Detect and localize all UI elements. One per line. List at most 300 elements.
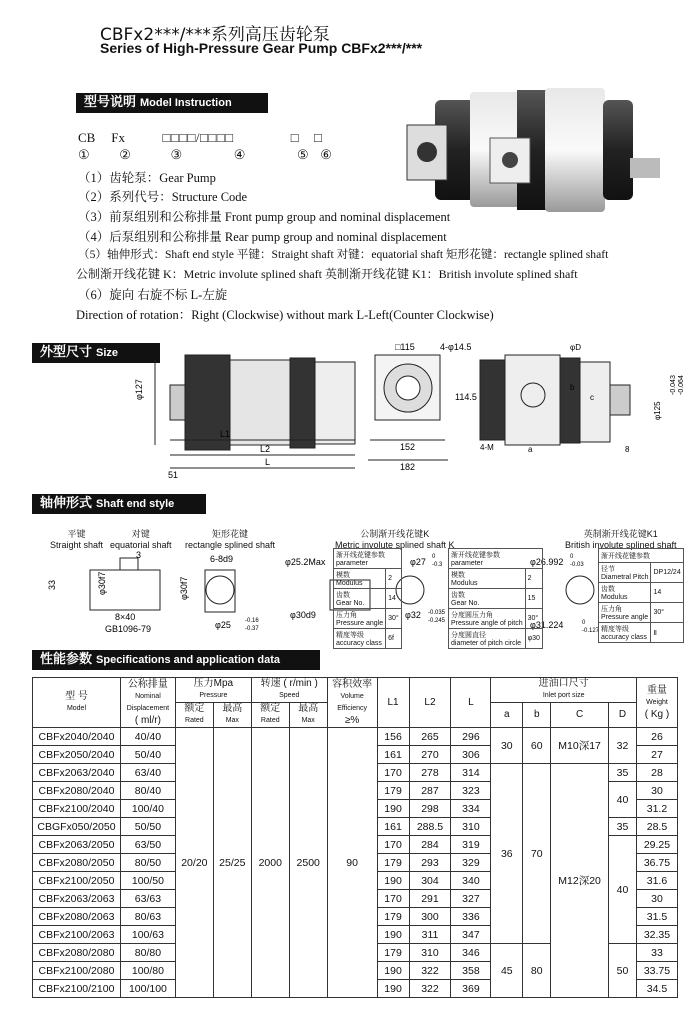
dim-sq115: □115 [395,342,415,352]
cell-b: 80 [523,944,551,998]
section-label-en: Size [96,347,119,359]
table-row [599,583,684,603]
cell-c: M12深20 [551,764,609,998]
model-code-line [78,130,322,146]
num-1: ① [78,147,90,162]
mt1-r1-en: Gear No. [336,600,365,607]
mt2-r2-en: Pressure angle of pitch [451,620,523,627]
cell-d: 40 [609,782,637,818]
mt2-r0-cn: 模数 [451,572,465,579]
cell-model: CBFx2080/2040 [33,782,121,800]
th-rated-cn-2: 额定 [260,703,281,714]
size-drawings [130,340,690,480]
th-vol-cn: 容积效率 [332,678,373,690]
cell-l1: 179 [377,782,409,800]
num-6: ⑥ [320,147,332,162]
num-3: ③ [170,147,183,162]
cell-l1: 179 [377,944,409,962]
th-l: L [451,678,491,728]
num-4: ④ [233,147,246,162]
dim-phid: φD [570,343,581,352]
cell-model: CBFx2080/2063 [33,908,121,926]
cell-l2: 304 [409,872,451,890]
cell-l1: 179 [377,854,409,872]
bt-r0-cn: 径节 [601,566,615,573]
cell-model: CBFx2040/2040 [33,728,121,746]
cell-l: 347 [451,926,491,944]
cell-disp: 40/40 [120,728,175,746]
section-shaft [32,494,206,514]
mt1-r0-en: Modulus [336,580,363,587]
cell-l: 329 [451,854,491,872]
dim-c: c [590,393,594,402]
cell-l2: 265 [409,728,451,746]
cell-disp: 80/80 [120,944,175,962]
th-inlet [491,678,637,703]
metric-dim-phi32: φ32 [405,610,421,620]
bt-r2-cn: 压力角 [601,606,622,613]
dim-4m: 4-M [480,443,494,452]
bt-r1-v: 14 [651,583,683,603]
cell-model: CBFx2100/2040 [33,800,121,818]
th-a: a [491,703,523,728]
cell-model: CBFx2063/2063 [33,890,121,908]
mt1-r0-v: 2 [386,569,402,589]
metric-dim-max: φ25.2Max [285,557,326,567]
mt2-r3-en: diameter of pitch circle [451,640,522,647]
cell-model: CBFx2063/2040 [33,764,121,782]
cell-disp: 63/50 [120,836,175,854]
cell-model: CBFx2080/2080 [33,944,121,962]
th-rated-press [175,703,213,728]
dim-d125: φ125 [653,401,662,420]
bt-title: 渐开线花键参数 [599,549,684,563]
cell-l1: 161 [377,818,409,836]
mt1-r1-v: 14 [386,589,402,609]
th-speed-en: Speed [279,692,300,699]
cell-d: 35 [609,764,637,782]
cell-l: 314 [451,764,491,782]
cell-max-speed: 2500 [289,728,327,998]
british-dim-phi31-upper: 0 [582,620,586,626]
cell-model: CBFx2100/2080 [33,962,121,980]
cell-disp: 100/80 [120,962,175,980]
cell-l1: 170 [377,836,409,854]
cell-a: 36 [491,764,523,944]
cell-weight: 30 [636,890,677,908]
cell-l: 334 [451,800,491,818]
th-disp-unit: ( ml/r) [134,714,161,726]
table-row [599,563,684,583]
cell-disp: 63/40 [120,764,175,782]
cell-d: 50 [609,944,637,998]
mt1-r3-v: 6f [386,629,402,649]
section-label-cn: 外型尺寸 [40,345,93,360]
code-cb: CB [78,130,96,145]
shaft-rect-caption [185,527,275,550]
metric-dim-phi27-upper: 0 [432,554,436,560]
dim-d125-tol: -0.043 [670,375,677,395]
mt1-title-en: parameter [336,560,368,567]
rect-cn: 矩形花键 [212,529,249,539]
section-model-instruction [76,93,268,113]
table-row [449,589,543,609]
dim-152: 152 [400,442,416,452]
bt-r0-v: DP12/24 [651,563,683,583]
cell-l: 336 [451,908,491,926]
rect-dim-phi30: φ30f7 [179,576,189,600]
num-2: ② [119,147,131,162]
cell-l: 327 [451,890,491,908]
table-row [33,728,678,746]
desc-line-1: （1）齿轮泵：Gear Pump [78,171,216,185]
cell-disp: 100/100 [120,980,175,998]
desc-line-3: （3）前泵组别和公称排量 Front pump group and nominal displacement [78,210,451,224]
cell-disp: 100/63 [120,926,175,944]
table-row [599,623,684,643]
cell-l2: 291 [409,890,451,908]
cell-weight: 26 [636,728,677,746]
table-row [334,609,402,629]
mt2-title-cn: 渐开线花键参数 [451,552,500,559]
cell-l1: 170 [377,764,409,782]
model-numbers [78,147,332,163]
th-max-en: Max [225,717,239,724]
cell-l: 340 [451,872,491,890]
th-rated-cn: 额定 [184,703,205,714]
british-dim-phi31: φ31.224 [530,620,564,630]
cell-model: CBFx2063/2050 [33,836,121,854]
british-dim-tol-b: -0.127 [582,628,600,634]
pump-photo [405,70,675,240]
code-fx: Fx [111,130,125,145]
th-model [33,678,121,728]
equatorial-cn: 对键 [131,529,150,539]
th-d: D [609,703,637,728]
cell-model: CBFx2100/2063 [33,926,121,944]
desc-line-8: Direction of rotation：Right (Clockwise) without mark L-Left(Counter Clockwise) [76,308,494,322]
side-view [155,355,355,468]
cell-rated-pressure: 20/20 [175,728,213,998]
mt2-r2-v: 30° [525,609,542,629]
cell-l1: 156 [377,728,409,746]
cell-l: 310 [451,818,491,836]
table-row [334,589,402,609]
cell-b: 70 [523,764,551,944]
cell-disp: 100/40 [120,800,175,818]
cell-disp: 100/50 [120,872,175,890]
cell-weight: 28.5 [636,818,677,836]
cell-l2: 288.5 [409,818,451,836]
cell-disp: 50/50 [120,818,175,836]
desc-line-2: （2）系列代号：Structure Code [78,190,248,204]
dim-b: b [570,383,575,392]
th-rated-speed [251,703,289,728]
desc-line-6: 公制渐开线花键 K：Metric involute splined shaft 英制渐开线花键 K1：British involute splined shaft [76,267,578,281]
dim-182: 182 [400,462,416,472]
th-vol-en: Volume Efficiency [337,692,368,712]
cell-l: 319 [451,836,491,854]
straight-cn: 平键 [67,529,86,539]
page-title-cn: CBFx2***/***系列高压齿轮泵 [100,25,330,45]
dim-d127: φ127 [134,379,144,400]
dim-a: a [528,445,533,454]
th-speed-cn: 转速 ( r/min ) [260,678,318,689]
cell-weight: 31.2 [636,800,677,818]
th-disp-cn: 公称排量 [127,678,168,690]
desc-line-5: （5）轴伸形式：Shaft end style 平键：Straight shaft 对键：equatorial shaft 矩形花键：rectangle splined shaft [78,248,609,261]
cell-model: CBGFx050/2050 [33,818,121,836]
cell-weight: 28 [636,764,677,782]
metric-dim-phi27-tol: -0.3 [432,562,443,568]
th-model-cn: 型 号 [65,690,88,702]
metric-dim-tol-a: -0.035 [428,610,446,616]
cell-l1: 190 [377,872,409,890]
mt1-r1-cn: 齿数 [336,592,350,599]
straight-dim-33: 33 [47,579,57,590]
cell-model: CBFx2050/2040 [33,746,121,764]
cell-disp: 50/40 [120,746,175,764]
th-max-en-2: Max [301,717,315,724]
cell-l: 296 [451,728,491,746]
cell-weight: 30 [636,782,677,800]
metric-dim-phi27: φ27 [410,557,426,567]
cell-l: 306 [451,746,491,764]
page-title-en: Series of High-Pressure Gear Pump CBFx2***/*** [100,40,423,56]
cell-weight: 34.5 [636,980,677,998]
cell-l2: 322 [409,980,451,998]
th-max-speed [289,703,327,728]
cell-weight: 31.6 [636,872,677,890]
metric-param-table-2 [448,548,543,649]
mt1-r0-cn: 模数 [336,572,350,579]
th-volume [327,678,377,728]
cell-rated-speed: 2000 [251,728,289,998]
th-b: b [523,703,551,728]
cell-disp: 80/63 [120,908,175,926]
bt-r3-cn: 精度等级 [601,626,629,633]
top-view [480,355,630,445]
th-disp-en: Nominal Displacement [126,692,170,712]
cell-d: 40 [609,836,637,944]
code-rotation: □ [314,130,322,145]
cell-efficiency: 90 [327,728,377,998]
equatorial-en: equatorial shaft [110,540,172,550]
mt2-r3-v: φ30 [525,629,542,649]
th-displacement [120,678,175,728]
mt2-r1-cn: 齿数 [451,592,465,599]
section-label-en: Shaft end style [96,498,175,510]
mt1-r3-cn: 精度等级 [336,632,364,639]
bt-r0-en: Diametral Pitch [601,574,649,581]
th-max-press [213,703,251,728]
cell-disp: 63/63 [120,890,175,908]
cell-l: 369 [451,980,491,998]
cell-a: 30 [491,728,523,764]
section-label-cn: 性能参数 [40,652,93,667]
cell-weight: 32.35 [636,926,677,944]
table-row [449,569,543,589]
code-shaft: □ [290,130,299,145]
shaft-equatorial-caption [110,527,172,550]
bt-r2-v: 30° [651,603,683,623]
th-max-cn-2: 最高 [298,703,319,714]
cell-l1: 161 [377,746,409,764]
cell-l2: 311 [409,926,451,944]
cell-disp: 80/40 [120,782,175,800]
dim-l: L [265,457,271,467]
mt2-r1-en: Gear No. [451,600,480,607]
mt2-r3-cn: 分度圆直径 [451,632,486,639]
cell-l: 346 [451,944,491,962]
th-inlet-en: Inlet port size [542,692,585,699]
code-displacement: □□□□/□□□□ [162,130,234,145]
th-vol-unit: ≥% [344,714,360,726]
british-param-table [598,548,684,643]
bt-r2-en: Pressure angle [601,614,649,621]
cell-l2: 287 [409,782,451,800]
cell-weight: 29.25 [636,836,677,854]
table-row [449,609,543,629]
rect-dim-tol-a: -0.16 [245,618,259,624]
shaft-british-caption [565,527,677,550]
mt1-r2-en: Pressure angle [336,620,384,627]
shaft-metric-caption [335,527,455,550]
th-weight [636,678,677,728]
th-speed [251,678,327,703]
dim-d125-tol2: -0.064 [678,375,685,395]
th-rated-en: Rated [185,717,204,724]
british-en: British involute splined shaft [565,540,677,550]
cell-l: 358 [451,962,491,980]
num-5: ⑤ [297,147,309,162]
straight-dim-gb: GB1096-79 [105,624,152,634]
cell-l2: 322 [409,962,451,980]
cell-a: 45 [491,944,523,998]
th-l2: L2 [409,678,451,728]
mt1-title [334,549,402,569]
bt-r3-en: accuracy class [601,634,647,641]
metric-dim-tol-b: -0.245 [428,618,446,624]
cell-l1: 190 [377,800,409,818]
cell-l: 323 [451,782,491,800]
cell-l2: 300 [409,908,451,926]
dim-114-5: 114.5 [455,392,477,402]
th-pressure [175,678,251,703]
cell-l2: 284 [409,836,451,854]
cell-l1: 190 [377,980,409,998]
cell-l1: 190 [377,962,409,980]
straight-dim-3: 3 [136,550,142,560]
mt2-r1-v: 15 [525,589,542,609]
bt-r1-cn: 齿数 [601,586,615,593]
metric-cn: 公制渐开线花键K [360,529,430,539]
mt1-r2-cn: 压力角 [336,612,357,619]
shaft-straight-caption [50,527,103,550]
th-press-cn: 压力Mpa [193,678,234,689]
th-weight-unit: ( Kg ) [644,708,670,720]
cell-c: M10深17 [551,728,609,764]
british-dim-phi26-upper: 0 [570,554,574,560]
cell-l1: 179 [377,908,409,926]
cell-d: 35 [609,818,637,836]
desc-line-4: （4）后泵组别和公称排量 Rear pump group and nominal displacement [78,230,447,244]
section-specs [32,650,320,670]
table-row [334,629,402,649]
mt2-title [449,549,543,569]
straight-en: Straight shaft [50,540,104,550]
cell-model: CBFx2100/2050 [33,872,121,890]
cell-b: 60 [523,728,551,764]
mt2-title-en: parameter [451,560,483,567]
bt-r1-en: Modulus [601,594,628,601]
metric-param-table-1 [333,548,402,649]
th-c: C [551,703,609,728]
mt1-r3-en: accuracy class [336,640,382,647]
cell-l2: 310 [409,944,451,962]
cell-max-pressure: 25/25 [213,728,251,998]
table-row [334,569,402,589]
mt1-r2-v: 30° [386,609,402,629]
dim-51: 51 [168,470,179,480]
british-dim-tol-a: -0.03 [570,562,584,568]
metric-dim-phi30d9: φ30d9 [290,610,316,620]
table-row [449,629,543,649]
th-weight-en: Weight [646,698,668,706]
spec-table [32,677,678,998]
straight-dim-8x40: 8×40 [115,612,136,622]
dim-l2: L2 [260,444,271,454]
dim-l1: L1 [220,429,231,439]
mt2-r0-en: Modulus [451,580,478,587]
straight-dim-phi30: φ30f7 [97,571,107,595]
section-label-en: Specifications and application data [96,654,280,666]
desc-line-7: （6）旋向 右旋不标 L-左旋 [78,288,228,302]
th-l1: L1 [377,678,409,728]
british-cn: 英制渐开线花键K1 [583,529,658,539]
cell-weight: 36.75 [636,854,677,872]
th-press-en: Pressure [199,692,228,699]
cell-l2: 293 [409,854,451,872]
cell-model: CBFx2080/2050 [33,854,121,872]
mt2-r2-cn: 分度圆压力角 [451,612,493,619]
th-model-en: Model [66,704,87,712]
dim-holes: 4-φ14.5 [440,342,472,352]
cell-l1: 170 [377,890,409,908]
rect-dim-spline: 6-8d9 [210,554,234,564]
mt2-r0-v: 2 [525,569,542,589]
cell-l2: 278 [409,764,451,782]
cell-weight: 27 [636,746,677,764]
cell-l2: 298 [409,800,451,818]
cell-d: 32 [609,728,637,764]
th-weight-cn: 重量 [646,684,667,696]
metric-en: Metric involute splined shaft K [335,540,455,550]
section-label-cn: 轴伸形式 [40,496,93,511]
cell-l1: 190 [377,926,409,944]
th-rated-en-2: Rated [260,717,280,724]
british-dim-phi26: φ26.992 [530,557,564,567]
cell-weight: 33.75 [636,962,677,980]
section-label-cn: 型号说明 [84,95,137,110]
section-label-en: Model Instruction [140,97,232,109]
cell-weight: 33 [636,944,677,962]
cell-l2: 270 [409,746,451,764]
rect-en: rectangle splined shaft [185,540,276,550]
dim-8: 8 [625,445,630,454]
cell-weight: 31.5 [636,908,677,926]
mt1-title-cn: 渐开线花键参数 [336,552,385,559]
